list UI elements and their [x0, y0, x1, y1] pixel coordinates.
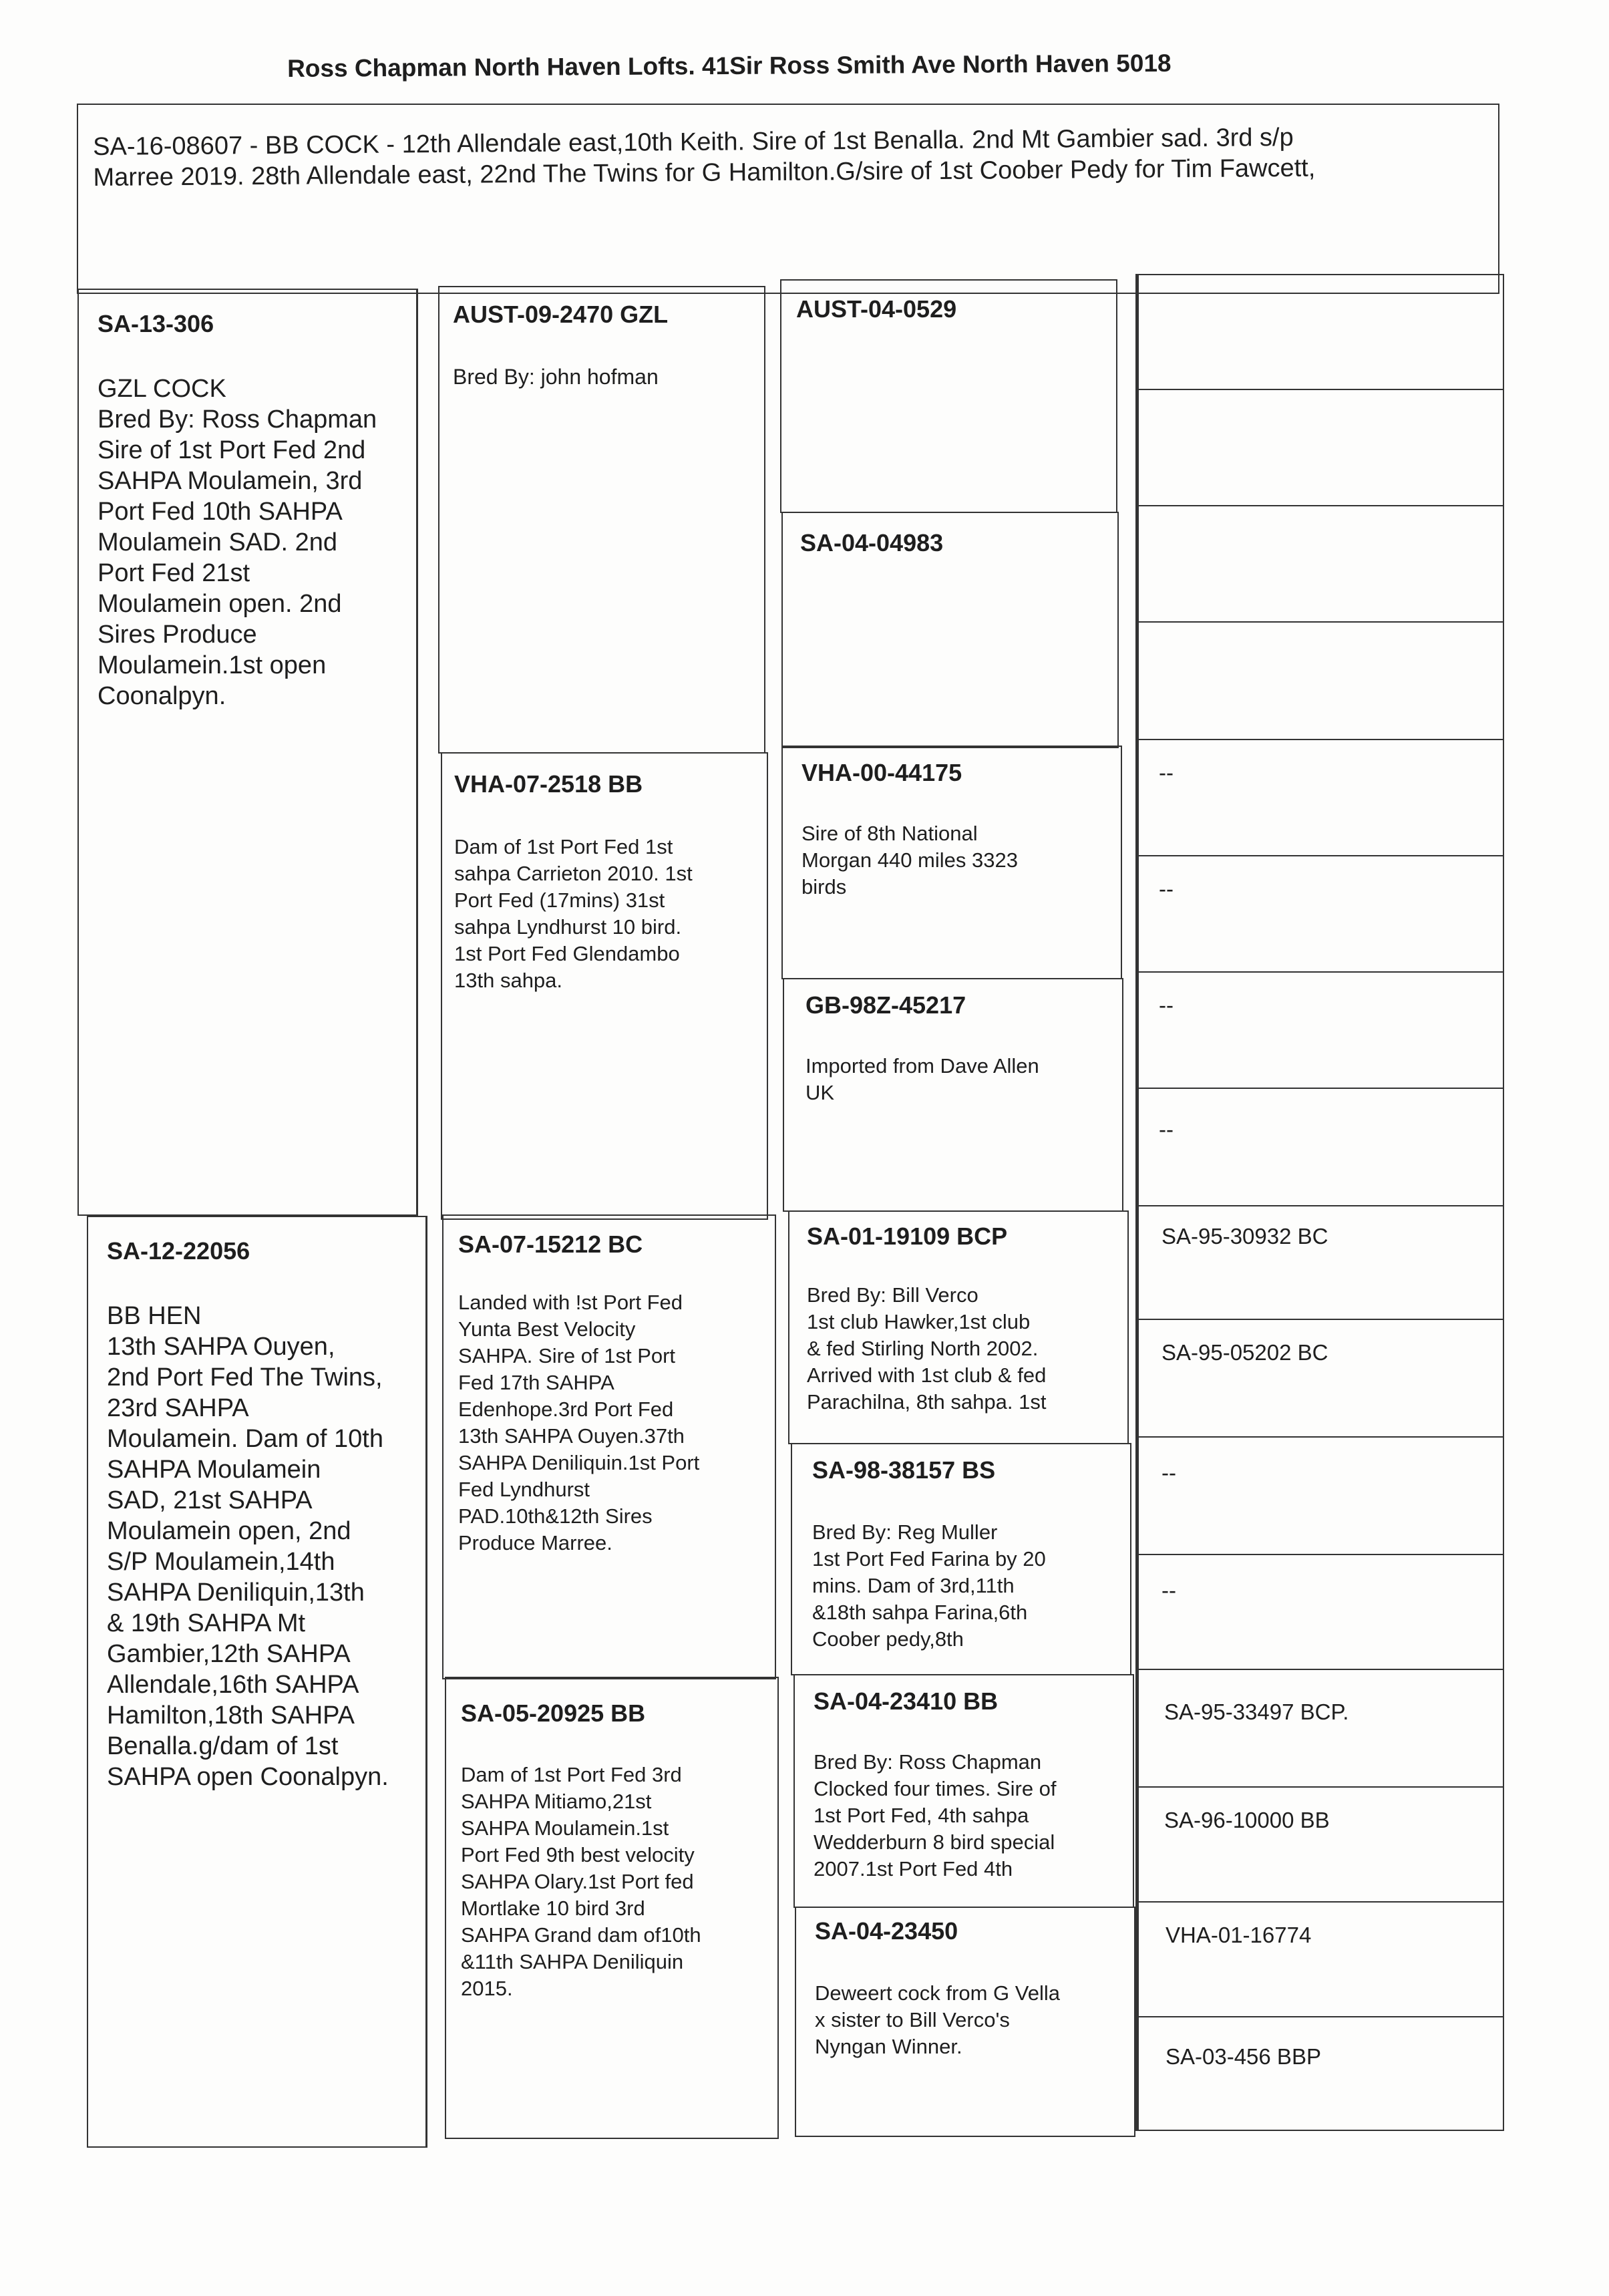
gen4-cell-2: [1139, 390, 1503, 506]
gen4-cell-1: [1139, 275, 1503, 390]
gen2-cell-3: [442, 1214, 776, 1679]
gen3-cell-3: [781, 746, 1122, 979]
gen4-text-14: SA-96-10000 BB: [1164, 1808, 1330, 1832]
gen3-cell-6: [791, 1443, 1131, 1675]
gen4-cell-5: [1139, 740, 1503, 856]
gen2-details-4: Dam of 1st Port Fed 3rd SAHPA Mitiamo,21st SAHPA Moulamein.1st Port Fed 9th best velocity SAHPA Olary.1st Port fed Mortlake 10 bird 3rd SAHPA Grand dam of10th &11th SAHPA Deniliquin 2015.: [461, 1763, 701, 2000]
gen4-cell-9: [1139, 1206, 1503, 1320]
gen1-dam-cell: [87, 1216, 427, 2148]
gen4-cell-15: [1139, 1903, 1503, 2017]
gen2-ring-2: VHA-07-2518 BB: [454, 770, 643, 798]
gen4-cell-6: [1139, 856, 1503, 973]
gen3-ring-1: AUST-04-0529: [796, 295, 957, 323]
gen2-details-3: Landed with !st Port Fed Yunta Best Velocity SAHPA. Sire of 1st Port Fed 17th SAHPA Edenhope.3rd Port Fed 13th SAHPA Ouyen.37th SAHPA Deniliquin.1st Port Fed Lyndhurst PAD.10th&12th Sires Produce Marree.: [458, 1291, 700, 1554]
gen4-cell-7: [1139, 973, 1503, 1089]
gen3-details-7: Bred By: Ross Chapman Clocked four times. Sire of 1st Port Fed, 4th sahpa Wedderburn 8 bird special 2007.1st Port Fed 4th: [814, 1750, 1057, 1880]
gen4-text-10: SA-95-05202 BC: [1161, 1340, 1328, 1365]
gen4-cell-4: [1139, 623, 1503, 740]
gen3-cell-7: [793, 1674, 1134, 1908]
gen3-ring-3: VHA-00-44175: [801, 759, 962, 786]
gen3-cell-4: [783, 978, 1123, 1212]
gen4-cell-12: [1139, 1555, 1503, 1670]
gen2-ring-1: AUST-09-2470 GZL: [453, 301, 669, 328]
gen4-text-6: --: [1159, 876, 1174, 901]
gen4-text-12: --: [1161, 1578, 1176, 1603]
page-title: Ross Chapman North Haven Lofts. 41Sir Ross Smith Ave North Haven 5018: [287, 49, 1172, 82]
gen1-sire-details: GZL COCK Bred By: Ross Chapman Sire of 1st Port Fed 2nd SAHPA Moulamein, 3rd Port Fed 10th SAHPA Moulamein SAD. 2nd Port Fed 21st Moulamein open. 2nd Sires Produce Moulamein.1st open Coonalpyn.: [98, 375, 377, 710]
gen3-ring-8: SA-04-23450: [815, 1917, 958, 1945]
gen4-column: [1135, 274, 1504, 2131]
gen3-details-4: Imported from Dave Allen UK: [806, 1054, 1039, 1104]
gen1-sire-ring: SA-13-306: [98, 310, 214, 337]
gen4-text-7: --: [1159, 993, 1174, 1017]
gen3-ring-4: GB-98Z-45217: [806, 991, 966, 1019]
gen4-text-9: SA-95-30932 BC: [1161, 1224, 1328, 1249]
gen4-text-8: --: [1159, 1117, 1174, 1142]
gen4-cell-8: [1139, 1089, 1503, 1206]
gen4-cell-13: [1139, 1670, 1503, 1788]
gen3-details-3: Sire of 8th National Morgan 440 miles 3323 birds: [801, 822, 1018, 898]
gen2-cell-2: [441, 752, 768, 1220]
gen4-text-5: --: [1159, 760, 1174, 785]
gen3-cell-5: [788, 1210, 1129, 1444]
gen4-text-13: SA-95-33497 BCP.: [1164, 1699, 1349, 1724]
gen3-ring-6: SA-98-38157 BS: [812, 1456, 996, 1484]
gen4-cell-16: [1139, 2017, 1503, 2131]
gen1-dam-ring: SA-12-22056: [107, 1237, 250, 1265]
gen4-cell-11: [1139, 1438, 1503, 1555]
gen3-details-8: Deweert cock from G Vella x sister to Bill Verco's Nyngan Winner.: [815, 1981, 1060, 2058]
gen2-cell-1: [438, 286, 765, 754]
gen3-details-5: Bred By: Bill Verco 1st club Hawker,1st club & fed Stirling North 2002. Arrived with 1st club & fed Parachilna, 8th sahpa. 1st: [807, 1283, 1047, 1414]
gen2-ring-3: SA-07-15212 BC: [458, 1231, 643, 1258]
gen4-text-11: --: [1161, 1460, 1176, 1485]
gen4-text-16: SA-03-456 BBP: [1166, 2044, 1321, 2069]
gen2-details-1: Bred By: john hofman: [453, 365, 659, 389]
gen3-ring-7: SA-04-23410 BB: [814, 1687, 999, 1715]
gen1-dam-details: BB HEN 13th SAHPA Ouyen, 2nd Port Fed The Twins, 23rd SAHPA Moulamein. Dam of 10th SAHPA Moulamein SAD, 21st SAHPA Moulamein open, 2nd S/P Moulamein,14th SAHPA Deniliquin,13th & 19th SAHPA Mt Gambier,12th SAHPA Allendale,16th SAHPA Hamilton,18th SAHPA Benalla.g/dam of 1st SAHPA open Coonalpyn.: [107, 1302, 389, 1791]
gen2-cell-4: [445, 1677, 779, 2139]
gen3-cell-1: [780, 279, 1117, 513]
gen3-cell-8: [795, 1907, 1135, 2137]
gen3-cell-2: [781, 512, 1119, 748]
gen2-ring-4: SA-05-20925 BB: [461, 1699, 646, 1727]
gen3-details-6: Bred By: Reg Muller 1st Port Fed Farina by 20 mins. Dam of 3rd,11th &18th sahpa Farina,6th Coober pedy,8th: [812, 1520, 1046, 1651]
gen2-details-2: Dam of 1st Port Fed 1st sahpa Carrieton 2010. 1st Port Fed (17mins) 31st sahpa Lyndhurst 10 bird. 1st Port Fed Glendambo 13th sahpa.: [454, 835, 693, 992]
gen4-cell-14: [1139, 1788, 1503, 1903]
subject-text: SA-16-08607 - BB COCK - 12th Allendale east,10th Keith. Sire of 1st Benalla. 2nd Mt Gambier sad. 3rd s/p Marree 2019. 28th Allendale east, 22nd The Twins for G Hamilton.G/sire of 1st Coober Pedy for Tim Fawcett,: [93, 123, 1316, 192]
gen3-ring-2: SA-04-04983: [800, 529, 944, 556]
gen3-ring-5: SA-01-19109 BCP: [807, 1222, 1008, 1250]
gen4-cell-10: [1139, 1320, 1503, 1438]
gen4-cell-3: [1139, 506, 1503, 623]
subject-box: [77, 104, 1499, 294]
gen4-text-15: VHA-01-16774: [1166, 1923, 1312, 1947]
gen1-sire-cell: [77, 289, 418, 1216]
